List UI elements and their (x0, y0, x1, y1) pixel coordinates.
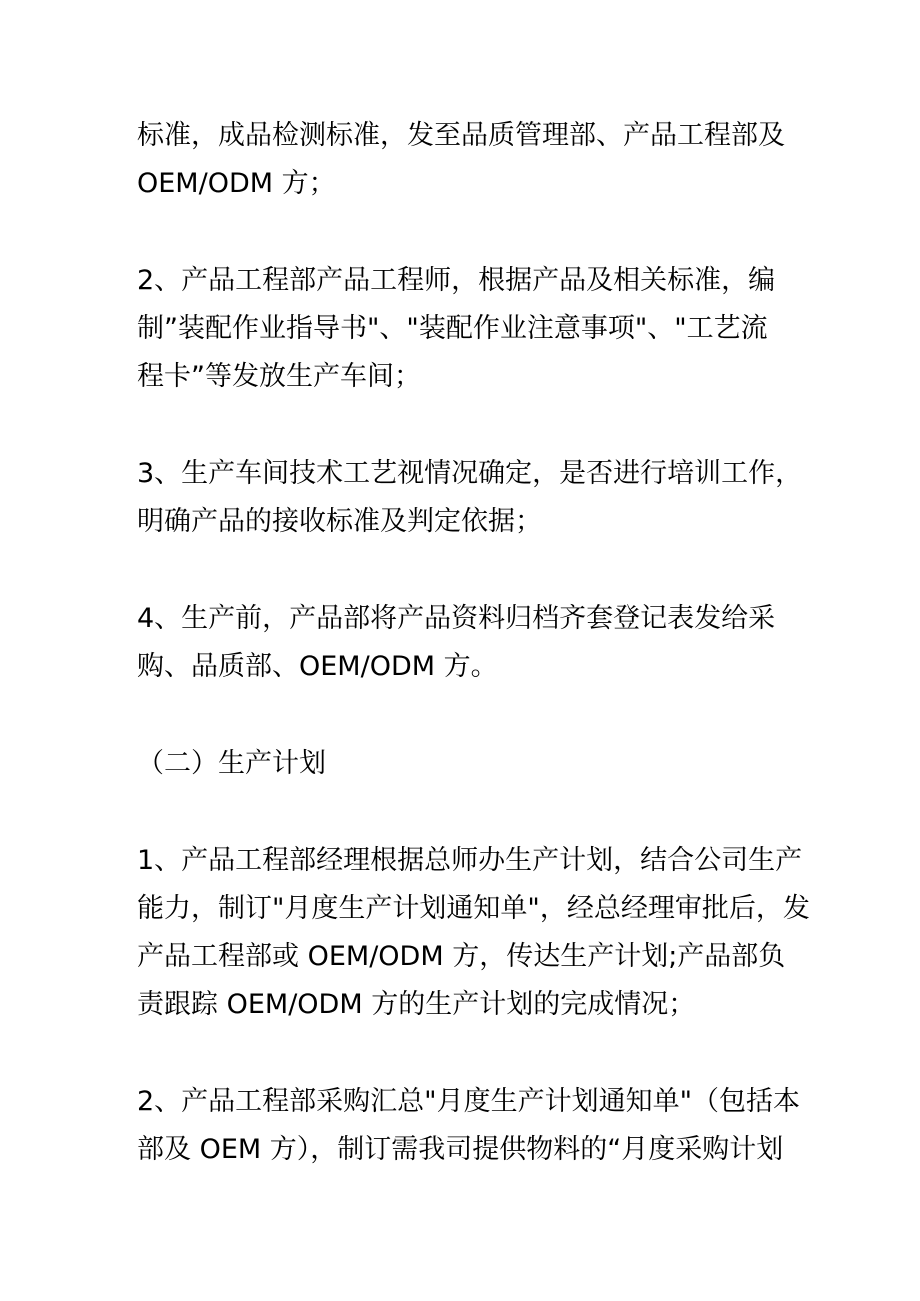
text-line: OEM/ODM 方； (137, 168, 336, 199)
document-body (137, 112, 810, 1223)
text-line: 产品工程部或 OEM/ODM 方，传达生产计划;产品部负 (137, 941, 786, 972)
text-line: 部及 OEM 方），制订需我司提供物料的“月度采购计划 (137, 1134, 784, 1165)
text-line: 4、生产前，产品部将产品资料归档齐套登记表发给采 (137, 603, 776, 634)
paragraph-plan-item-2 (137, 1078, 801, 1174)
text-line: 标准，成品检测标准，发至品质管理部、产品工程部及 (137, 120, 785, 151)
text-line: 责跟踪 OEM/ODM 方的生产计划的完成情况； (137, 989, 696, 1020)
text-line: 2、产品工程部采购汇总"月度生产计划通知单"（包括本 (137, 1086, 801, 1117)
text-line: 能力，制订"月度生产计划通知单"，经总经理审批后，发 (137, 893, 810, 924)
section-heading: （二）生产计划 (137, 748, 326, 779)
text-line: 3、生产车间技术工艺视情况确定，是否进行培训工作， (137, 458, 803, 489)
text-line: 2、产品工程部产品工程师，根据产品及相关标准，编 (137, 265, 776, 296)
section-heading-production-plan (137, 740, 797, 788)
text-line: 明确产品的接收标准及判定依据； (137, 506, 542, 537)
paragraph-plan-item-1 (137, 837, 810, 1029)
text-line: 1、产品工程部经理根据总师办生产计划，结合公司生产 (137, 845, 803, 876)
text-line: 购、品质部、OEM/ODM 方。 (137, 651, 498, 682)
paragraph-item-2-work-instructions (137, 257, 797, 401)
paragraph-standards-distribution (137, 112, 797, 208)
text-line: 制”装配作业指导书"、"装配作业注意事项"、"工艺流 (137, 313, 768, 344)
paragraph-item-3-training (137, 450, 803, 546)
text-line: 程卡”等发放生产车间； (137, 361, 421, 392)
paragraph-item-4-archive-registration (137, 595, 797, 691)
